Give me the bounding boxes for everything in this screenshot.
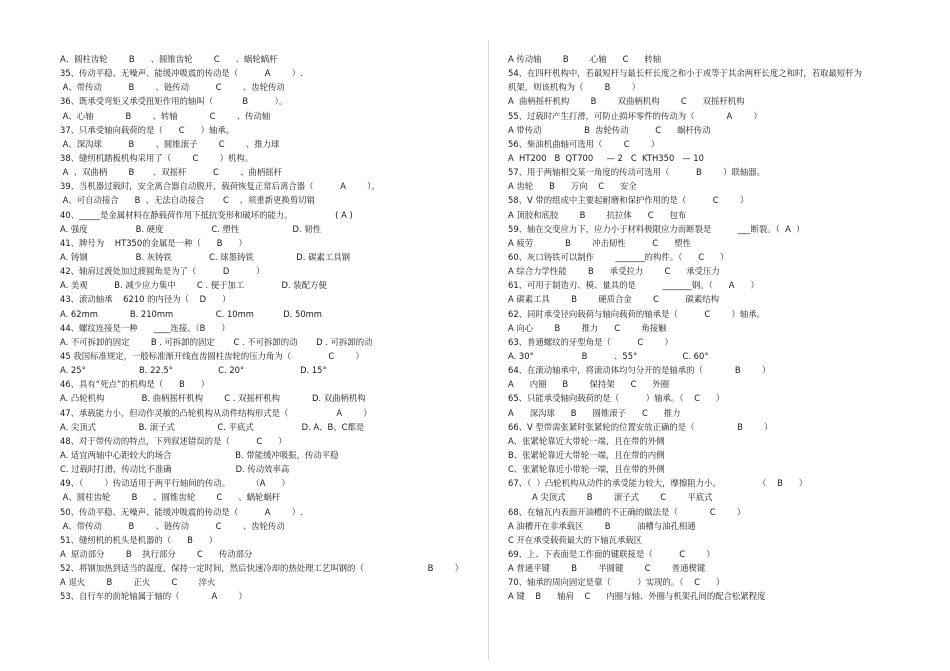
right-column-line: A 顶胶和底胶 B 抗拉体 C 包布 <box>508 209 687 220</box>
left-column-line: 40、_____是金属材料在静载荷作用下抵抗变形和破坏的能力。 ( A ) <box>60 209 353 220</box>
right-column-line: A. 30° B 、55° C. 60° <box>508 350 709 361</box>
right-column-line: A 油槽开在非承载区 B 油槽与油孔相通 <box>508 520 696 531</box>
left-column-line: 42、轴肩过渡处加过渡圆角是为了（ D ） <box>60 266 265 277</box>
left-column-line: A. 不可拆卸的固定 B . 可拆卸的固定 C . 不可拆卸的动 D . 可拆卸的动 <box>60 336 373 347</box>
left-column-line: A. 铸钢 B. 灰铸铁 C. 球墨铸铁 D. 碳素工具钢 <box>60 251 350 262</box>
right-column-line: A 综合力学性能 B 承受拉力 C 承受压力 <box>508 266 720 277</box>
left-column-line: A、带传动 B 、链传动 C 、齿轮传动 <box>60 520 285 531</box>
left-column-line: A. 25° B. 22.5° C. 20° D. 15° <box>60 365 327 376</box>
left-column-line: A 原动部分 B 执行部分 C 传动部分 <box>60 548 253 559</box>
left-column-line: A. 适宜两轴中心距较大的场合 B. 带能缓冲吸振，传动平稳 <box>60 449 339 460</box>
left-column-line: 48、对于带传动的特点，下列叙述错误的是（ C ） <box>60 435 287 446</box>
right-column-line: A 碳素工具 B 硬质合金 C 碳素结构 <box>508 294 719 305</box>
left-column-line: A. 强度 B. 硬度 C. 塑性 D. 韧性 <box>60 223 322 234</box>
right-column-line: A 传动轴 B 心轴 C 转轴 <box>508 54 662 64</box>
left-column-line: 47、承载能力小，但动作灵敏的凸轮机构从动件结构形式是（ A ） <box>60 407 372 418</box>
left-column-line: A. 凸轮机构 B. 曲柄摇杆机构 C . 双摇杆机构 D. 双曲柄机构 <box>60 393 366 404</box>
right-column-line: 67、（ ）凸轮机构从动件的承受能力较大，摩擦阻力小。 （ B ） <box>508 478 808 489</box>
right-column-line: C、张紧轮靠近小带轮一端，且在带的外侧 <box>508 464 665 475</box>
right-column-line: 68、在轴瓦内表面开油槽的不正确的做法是（ C ） <box>508 506 746 517</box>
left-column-line: 35、传动平稳、无噪声、能缓冲吸震的传动是（ A ）. <box>60 68 303 79</box>
right-column-line: C 开在承受载荷最大的下轴瓦承载区 <box>508 534 643 545</box>
right-column-line: 54、在四杆机构中，若最短杆与最长杆长度之和小于或等于其余两杆长度之和时，若取最短杆为 <box>508 68 863 79</box>
right-column-line: 58、V 带的组成中主要起耐磨和保护作用的是（ C ） <box>508 195 749 206</box>
right-column-line: A 向心 B 推力 C 角接触 <box>508 322 667 333</box>
right-column-line: A HT200 B QT700 — 2 C KTH350 — 10 <box>508 152 704 163</box>
left-column-line: 36、既承受弯矩又承受扭矩作用的轴叫（ B ）。 <box>60 96 288 107</box>
right-column-line: A 内圈 B 保持架 C 外圈 <box>508 379 670 390</box>
left-column-line: 39、当机器过载时，安全离合器自动脱开，载荷恢复正常后离合器（ A ）。 <box>60 181 380 192</box>
left-column-line: 46、具有“死点”的机构是（ B ） <box>60 379 210 390</box>
right-column-line: 70、轴承的周向固定是靠（ ）实现的。（ C ） <box>508 577 725 588</box>
right-column-line: A 普通平键 B 半圆键 C 普通楔键 <box>508 563 706 574</box>
left-column-line: A. 62mm B. 210mm C. 10mm D. 50mm <box>60 308 322 319</box>
left-column-line: 41、牌号为 HT350的金属是一种（ B ） <box>60 237 247 248</box>
left-column-line: A 、双曲柄 B 、双摇杆 C 、曲柄摇杆 <box>60 167 283 178</box>
left-column-line: C. 过载时打滑，传动比不准确 D. 传动效率高 <box>60 464 290 475</box>
column-divider <box>488 40 489 660</box>
left-column-line: 37、只承受轴向载荷的是（ C ）轴承。 <box>60 124 235 135</box>
right-column-line: 56、柴油机曲轴可选用（ C ） <box>508 138 660 149</box>
right-column-line: A 尖顶式 B 滚子式 C 平底式 <box>508 492 713 503</box>
right-column-line: A 曲柄摇杆机构 B 双曲柄机构 C 双摇杆机构 <box>508 96 745 107</box>
left-column-line: A、带传动 B 、链传动 C 、齿轮传动 <box>60 82 285 93</box>
right-column-line: 65、只能承受轴向载荷的是（ ）轴承。（ C ） <box>508 393 725 404</box>
left-column-line: 38、缝纫机踏板机构采用了（ C ）机构。 <box>60 152 254 163</box>
left-column-line: A 退火 B 正火 C 淬火 <box>60 577 216 588</box>
left-column-line: 53、自行车的前轮轴属于轴的（ A ） <box>60 591 247 602</box>
left-column-line: A、可自动接合 B 、无法自动接合 C 、须重新更换剪切销 <box>60 195 315 206</box>
right-column-line: 55、过载时产生打滑，可防止损坏零件的传动为（ A ） <box>508 110 762 121</box>
left-column-line: 49、（ ）传动适用于两平行轴间的传动。 （A ） <box>60 478 290 489</box>
left-column-line: A、心轴 B 、转轴 C 、传动轴 <box>60 110 271 121</box>
left-column-line: 51、缝纫机的机头是机器的（ B ） <box>60 534 218 545</box>
left-column-line: A. 尖顶式 B. 滚子式 C. 平底式 D. A、B、C都是 <box>60 421 365 432</box>
right-column <box>508 52 908 603</box>
left-column-line: 45 我国标准规定，一般标准渐开线直齿圆柱齿轮的压力角为（ C ） <box>60 350 364 361</box>
right-column-line: A 齿轮 B 万向 C 安全 <box>508 181 637 192</box>
right-column-line: 59、轴在交变应力下，应力小于材料极限应力而断裂是 ___断裂。（ A ） <box>508 223 805 234</box>
left-column-line: 52、将钢加热到适当的温度，保持一定时间，然后快速冷却的热处理工艺叫钢的（ B ） <box>60 563 464 574</box>
right-column-line: 61、可用于制造刃、模、量具的是 _______钢。（ A ） <box>508 280 759 291</box>
right-column-line: 63、普通螺纹的牙型角是（ C ） <box>508 336 673 347</box>
left-column-line: 43、滚动轴承 6210 的内径为（ D ） <box>60 294 231 305</box>
right-column-line: 机架，则该机构为（ B ） <box>508 82 641 93</box>
right-column-line: A 疲劳 B 冲击韧性 C 塑性 <box>508 237 691 248</box>
left-column-line: A、深沟球 B 、圆锥滚子 C 、推力球 <box>60 138 280 149</box>
right-column-line: 57、用于两轴相交某一角度的传动可选用（ B ）联轴器。 <box>508 167 765 178</box>
right-column-line: B、张紧轮靠近大带轮一端，且在带的内侧 <box>508 449 665 460</box>
left-column-line: A、圆柱齿轮 B 、圆锥齿轮 C 、蜗轮蜗杆 <box>60 492 281 503</box>
right-column-line: A 带传动 B 齿轮传动 C 蜗杆传动 <box>508 124 711 135</box>
right-column-line: A 键 B 轴肩 C 内圈与轴、外圈与机架孔间的配合松紧程度 <box>508 591 766 602</box>
right-column-line: 60、灰口铸铁可以制作 _______的构件。（ C ） <box>508 251 729 262</box>
left-column-line: A、圆柱齿轮 B 、圆锥齿轮 C 、蜗轮蜗杆 <box>60 54 278 64</box>
right-column-line: 62、同时承受径向载荷与轴向载荷的轴承是（ C ）轴承。 <box>508 308 766 319</box>
right-column-line: 66、V 型带需张紧时张紧轮的位置安放正确的是（ B ） <box>508 421 773 432</box>
left-column-line: 50、传动平稳、无噪声、能缓冲吸震的传动是（ A ）. <box>60 506 303 517</box>
right-column-line: 69、上、下表面是工作面的键联接是（ C ） <box>508 548 715 559</box>
right-column-line: A 深沟球 B 圆锥滚子 C 推力 <box>508 407 681 418</box>
right-column-line: A、张紧轮靠近大带轮一端，且在带的外侧 <box>508 435 665 446</box>
left-column-line: A. 美观 B. 减少应力集中 C . 便于加工 D. 装配方便 <box>60 280 327 291</box>
left-column <box>60 52 480 603</box>
right-column-line: 64、在滚动轴承中，将滚动体均匀分开的是轴承的（ B ） <box>508 365 771 376</box>
left-column-line: 44、螺纹连接是一种 ____连接。（B ） <box>60 322 230 333</box>
